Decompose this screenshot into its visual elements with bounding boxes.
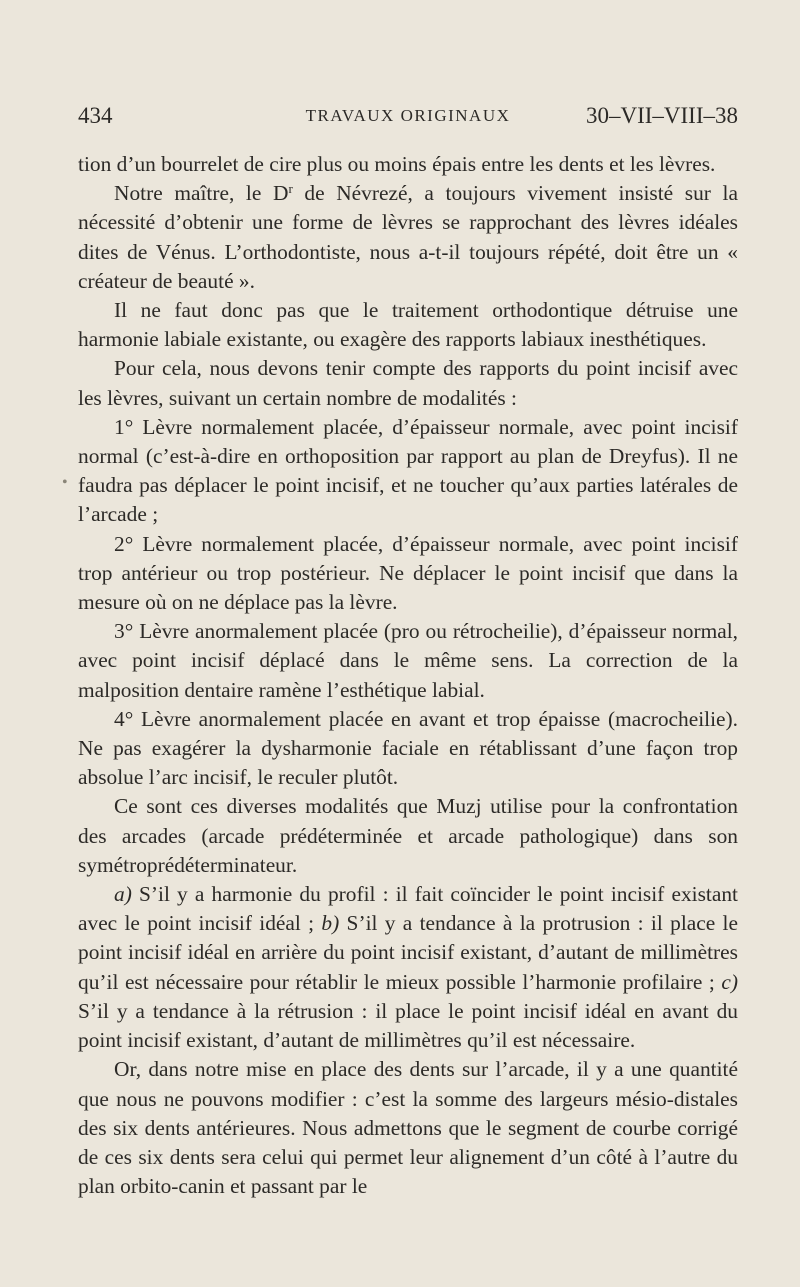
paragraph: Ce sont ces diverses modalités que Muzj utilise pour la confrontation des arcades (arcade prédéterminée et arcade pathologique) dans son symétroprédéterminateur. xyxy=(78,794,738,877)
paragraph: Or, dans notre mise en place des dents sur l’arcade, il y a une quantité que nous ne pouvons modifier : c’est la somme des largeurs mésio-distales des six dents antérieures. Nous admettons que le segment de courbe corrigé de ces six dents sera celui qui permet leur alignement d’un côté à l’autre du plan orbito-canin et passant par le xyxy=(78,1057,738,1199)
page-number: 434 xyxy=(78,103,113,128)
body-text xyxy=(78,150,738,1201)
paragraph xyxy=(78,880,738,1055)
list-label: c) xyxy=(721,969,738,994)
text-run: Notre maître, le D xyxy=(114,181,289,206)
text-run: S’il y a harmonie du profil : il fait coïncider le point incisif existant avec le point incisif idéal ; xyxy=(78,882,738,936)
list-label: b) xyxy=(321,911,340,936)
text-run: S’il y a tendance à la rétrusion : il place le point incisif idéal en avant du point incisif existant, d’autant de millimètres qu’il est nécessaire. xyxy=(78,998,738,1053)
text-run: de Névrezé, a toujours vivement insisté sur la nécessité d’obtenir une forme de lèvres se rapprochant des lèvres idéales dites de Vénus. L’orthodontiste, nous a-t-il toujours répété, doit être un « créateur de beauté ». xyxy=(78,181,738,293)
list-label: a) xyxy=(114,882,132,907)
paragraph xyxy=(78,179,738,296)
paragraph: 2° Lèvre normalement placée, d’épaisseur normale, avec point incisif trop antérieur ou trop postérieur. Ne déplacer le point incisif que dans la mesure où on ne déplace pas la lèvre. xyxy=(78,531,738,615)
paragraph: 3° Lèvre anormalement placée (pro ou rétrocheilie), d’épaisseur normal, avec point incisif déplacé dans le même sens. La correction de la malposition dentaire ramène l’esthétique labial. xyxy=(78,619,738,702)
paragraph: 1° Lèvre normalement placée, d’épaisseur normale, avec point incisif normal (c’est-à-dire en orthoposition par rapport au plan de Dreyfus). Il ne faudra pas déplacer le point incisif, et ne toucher qu’aux parties latérales de l’arcade ; xyxy=(78,414,738,527)
paragraph: tion d’un bourrelet de cire plus ou moins épais entre les dents et les lèvres. xyxy=(78,152,716,176)
running-title: TRAVAUX ORIGINAUX xyxy=(305,106,511,125)
paragraph: Pour cela, nous devons tenir compte des rapports du point incisif avec les lèvres, suivant un certain nombre de modalités : xyxy=(78,356,738,410)
margin-dot-icon: • xyxy=(62,474,68,491)
issue-date: 30–VII–VIII–38 xyxy=(585,103,738,128)
paragraph: Il ne faut donc pas que le traitement orthodontique détruise une harmonie labiale existante, ou exagère des rapports labiaux inesthétiques. xyxy=(78,298,738,352)
page-header xyxy=(78,103,738,133)
paragraph: 4° Lèvre anormalement placée en avant et trop épaisse (macrocheilie). Ne pas exagérer la dysharmonie faciale en rétablissant d’une façon trop absolue l’arc incisif, le reculer plutôt. xyxy=(78,706,738,790)
superscript: r xyxy=(288,181,293,197)
text-run: S’il y a tendance à la protrusion : il place le point incisif idéal en arrière du point incisif existant, d’autant de millimètres qu’il est nécessaire pour rétablir le mieux possible l’harmonie profilaire ; xyxy=(78,911,738,994)
